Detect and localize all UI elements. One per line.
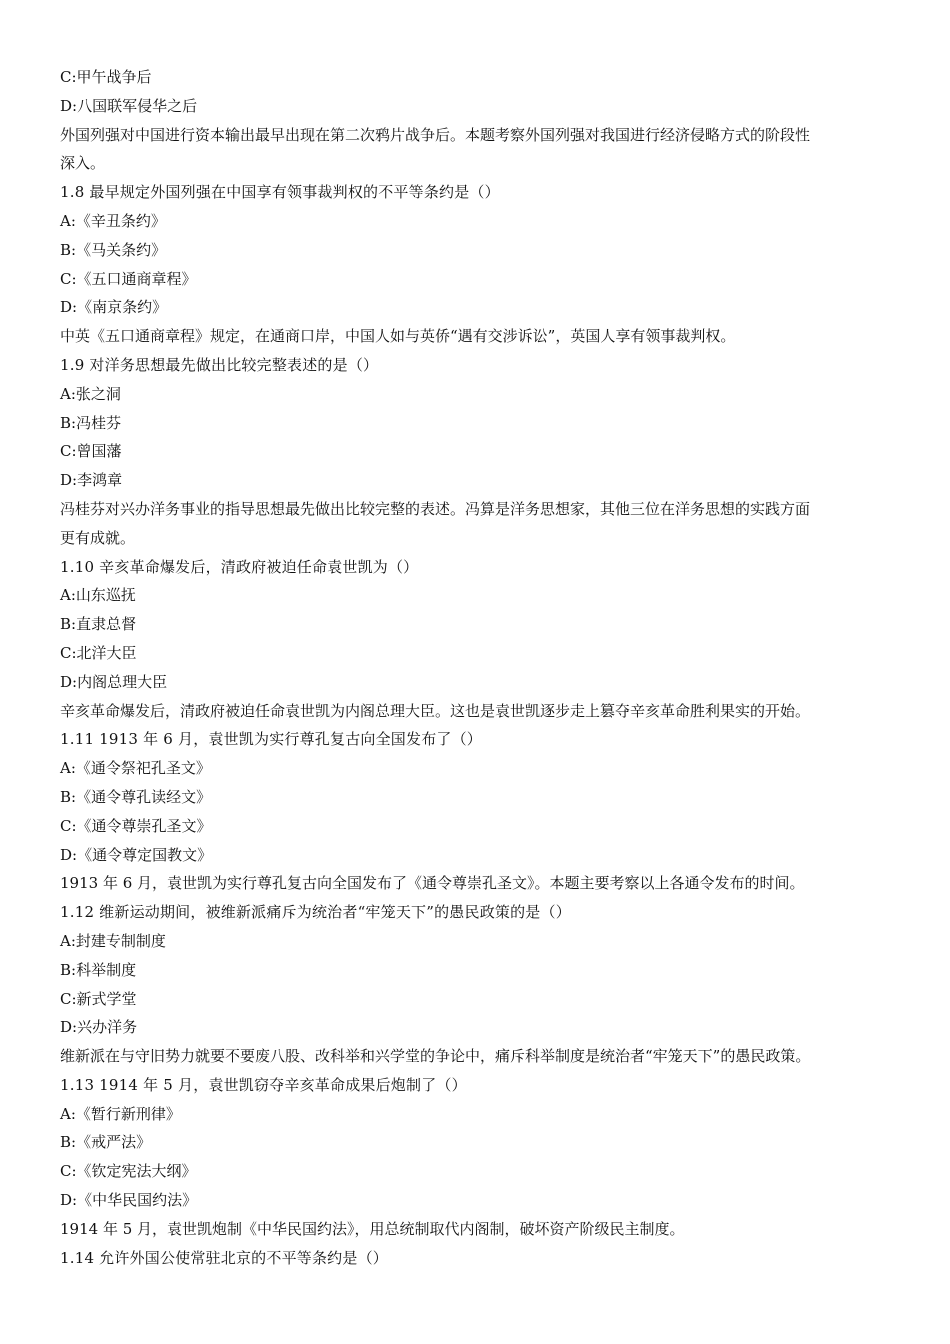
document-page	[60, 63, 898, 1272]
option-line: D:《南京条约》	[60, 298, 168, 317]
option-line: A:封建专制制度	[60, 931, 166, 950]
option-line: A:《暂行新刑律》	[60, 1104, 181, 1123]
option-line: B:《通令尊孔读经文》	[60, 787, 212, 806]
explanation-line: 外国列强对中国进行资本输出最早出现在第二次鸦片战争后。本题考察外国列强对我国进行经济侵略方式的阶段性	[60, 125, 811, 144]
option-line: D:内阁总理大臣	[60, 672, 168, 691]
question-line: 1.8 最早规定外国列强在中国享有领事裁判权的不平等条约是（）	[60, 183, 500, 202]
question-line: 1.14 允许外国公使常驻北京的不平等条约是（）	[60, 1248, 388, 1267]
option-line: B:直隶总督	[60, 615, 137, 634]
explanation-line: 维新派在与守旧势力就要不要废八股、改科举和兴学堂的争论中，痛斥科举制度是统治者“牢笼天下”的愚民政策。	[60, 1047, 811, 1066]
question-line: 1.10 辛亥革命爆发后，清政府被迫任命袁世凯为（）	[60, 557, 419, 576]
option-line: C:北洋大臣	[60, 643, 137, 662]
question-line: 1.13 1914 年 5 月，袁世凯窃夺辛亥革命成果后炮制了（）	[60, 1075, 467, 1094]
question-line: 1.11 1913 年 6 月，袁世凯为实行尊孔复古向全国发布了（）	[60, 730, 482, 749]
question-line: 1.12 维新运动期间，被维新派痛斥为统治者“牢笼天下”的愚民政策的是（）	[60, 903, 571, 922]
explanation-line: 更有成就。	[60, 528, 136, 547]
option-line: B:冯桂芬	[60, 413, 122, 432]
option-line: A:《通令祭祀孔圣文》	[60, 759, 211, 778]
option-line: B:科举制度	[60, 960, 137, 979]
explanation-line: 1913 年 6 月，袁世凯为实行尊孔复古向全国发布了《通令尊崇孔圣文》。本题主要考察以上各通令发布的时间。	[60, 874, 805, 893]
option-line: D:《通令尊定国教文》	[60, 845, 213, 864]
option-line: B:《马关条约》	[60, 240, 167, 259]
option-line: C:《五口通商章程》	[60, 269, 197, 288]
explanation-line: 中英《五口通商章程》规定，在通商口岸，中国人如与英侨“遇有交涉诉讼”，英国人享有领事裁判权。	[60, 327, 736, 346]
question-line: 1.9 对洋务思想最先做出比较完整表述的是（）	[60, 355, 379, 374]
explanation-line: 冯桂芬对兴办洋务事业的指导思想最先做出比较完整的表述。冯算是洋务思想家，其他三位在洋务思想的实践方面	[60, 499, 811, 518]
option-line: A:张之洞	[60, 384, 121, 403]
option-line: C:曾国藩	[60, 442, 122, 461]
option-line: C:《钦定宪法大纲》	[60, 1162, 197, 1181]
option-line: C:新式学堂	[60, 989, 137, 1008]
option-line: D:《中华民国约法》	[60, 1191, 198, 1210]
explanation-line: 深入。	[60, 154, 106, 173]
explanation-line: 1914 年 5 月，袁世凯炮制《中华民国约法》，用总统制取代内阁制，破坏资产阶级民主制度。	[60, 1219, 685, 1238]
option-line: D:李鸿章	[60, 471, 123, 490]
option-line: B:《戒严法》	[60, 1133, 152, 1152]
option-line: D:兴办洋务	[60, 1018, 138, 1037]
option-line: D:八国联军侵华之后	[60, 96, 198, 115]
explanation-line: 辛亥革命爆发后，清政府被迫任命袁世凯为内阁总理大臣。这也是袁世凯逐步走上篡夺辛亥革命胜利果实的开始。	[60, 701, 811, 720]
option-line: C:甲午战争后	[60, 68, 152, 86]
option-line: A:《辛丑条约》	[60, 211, 166, 230]
option-line: C:《通令尊崇孔圣文》	[60, 816, 212, 835]
option-line: A:山东巡抚	[60, 586, 136, 605]
